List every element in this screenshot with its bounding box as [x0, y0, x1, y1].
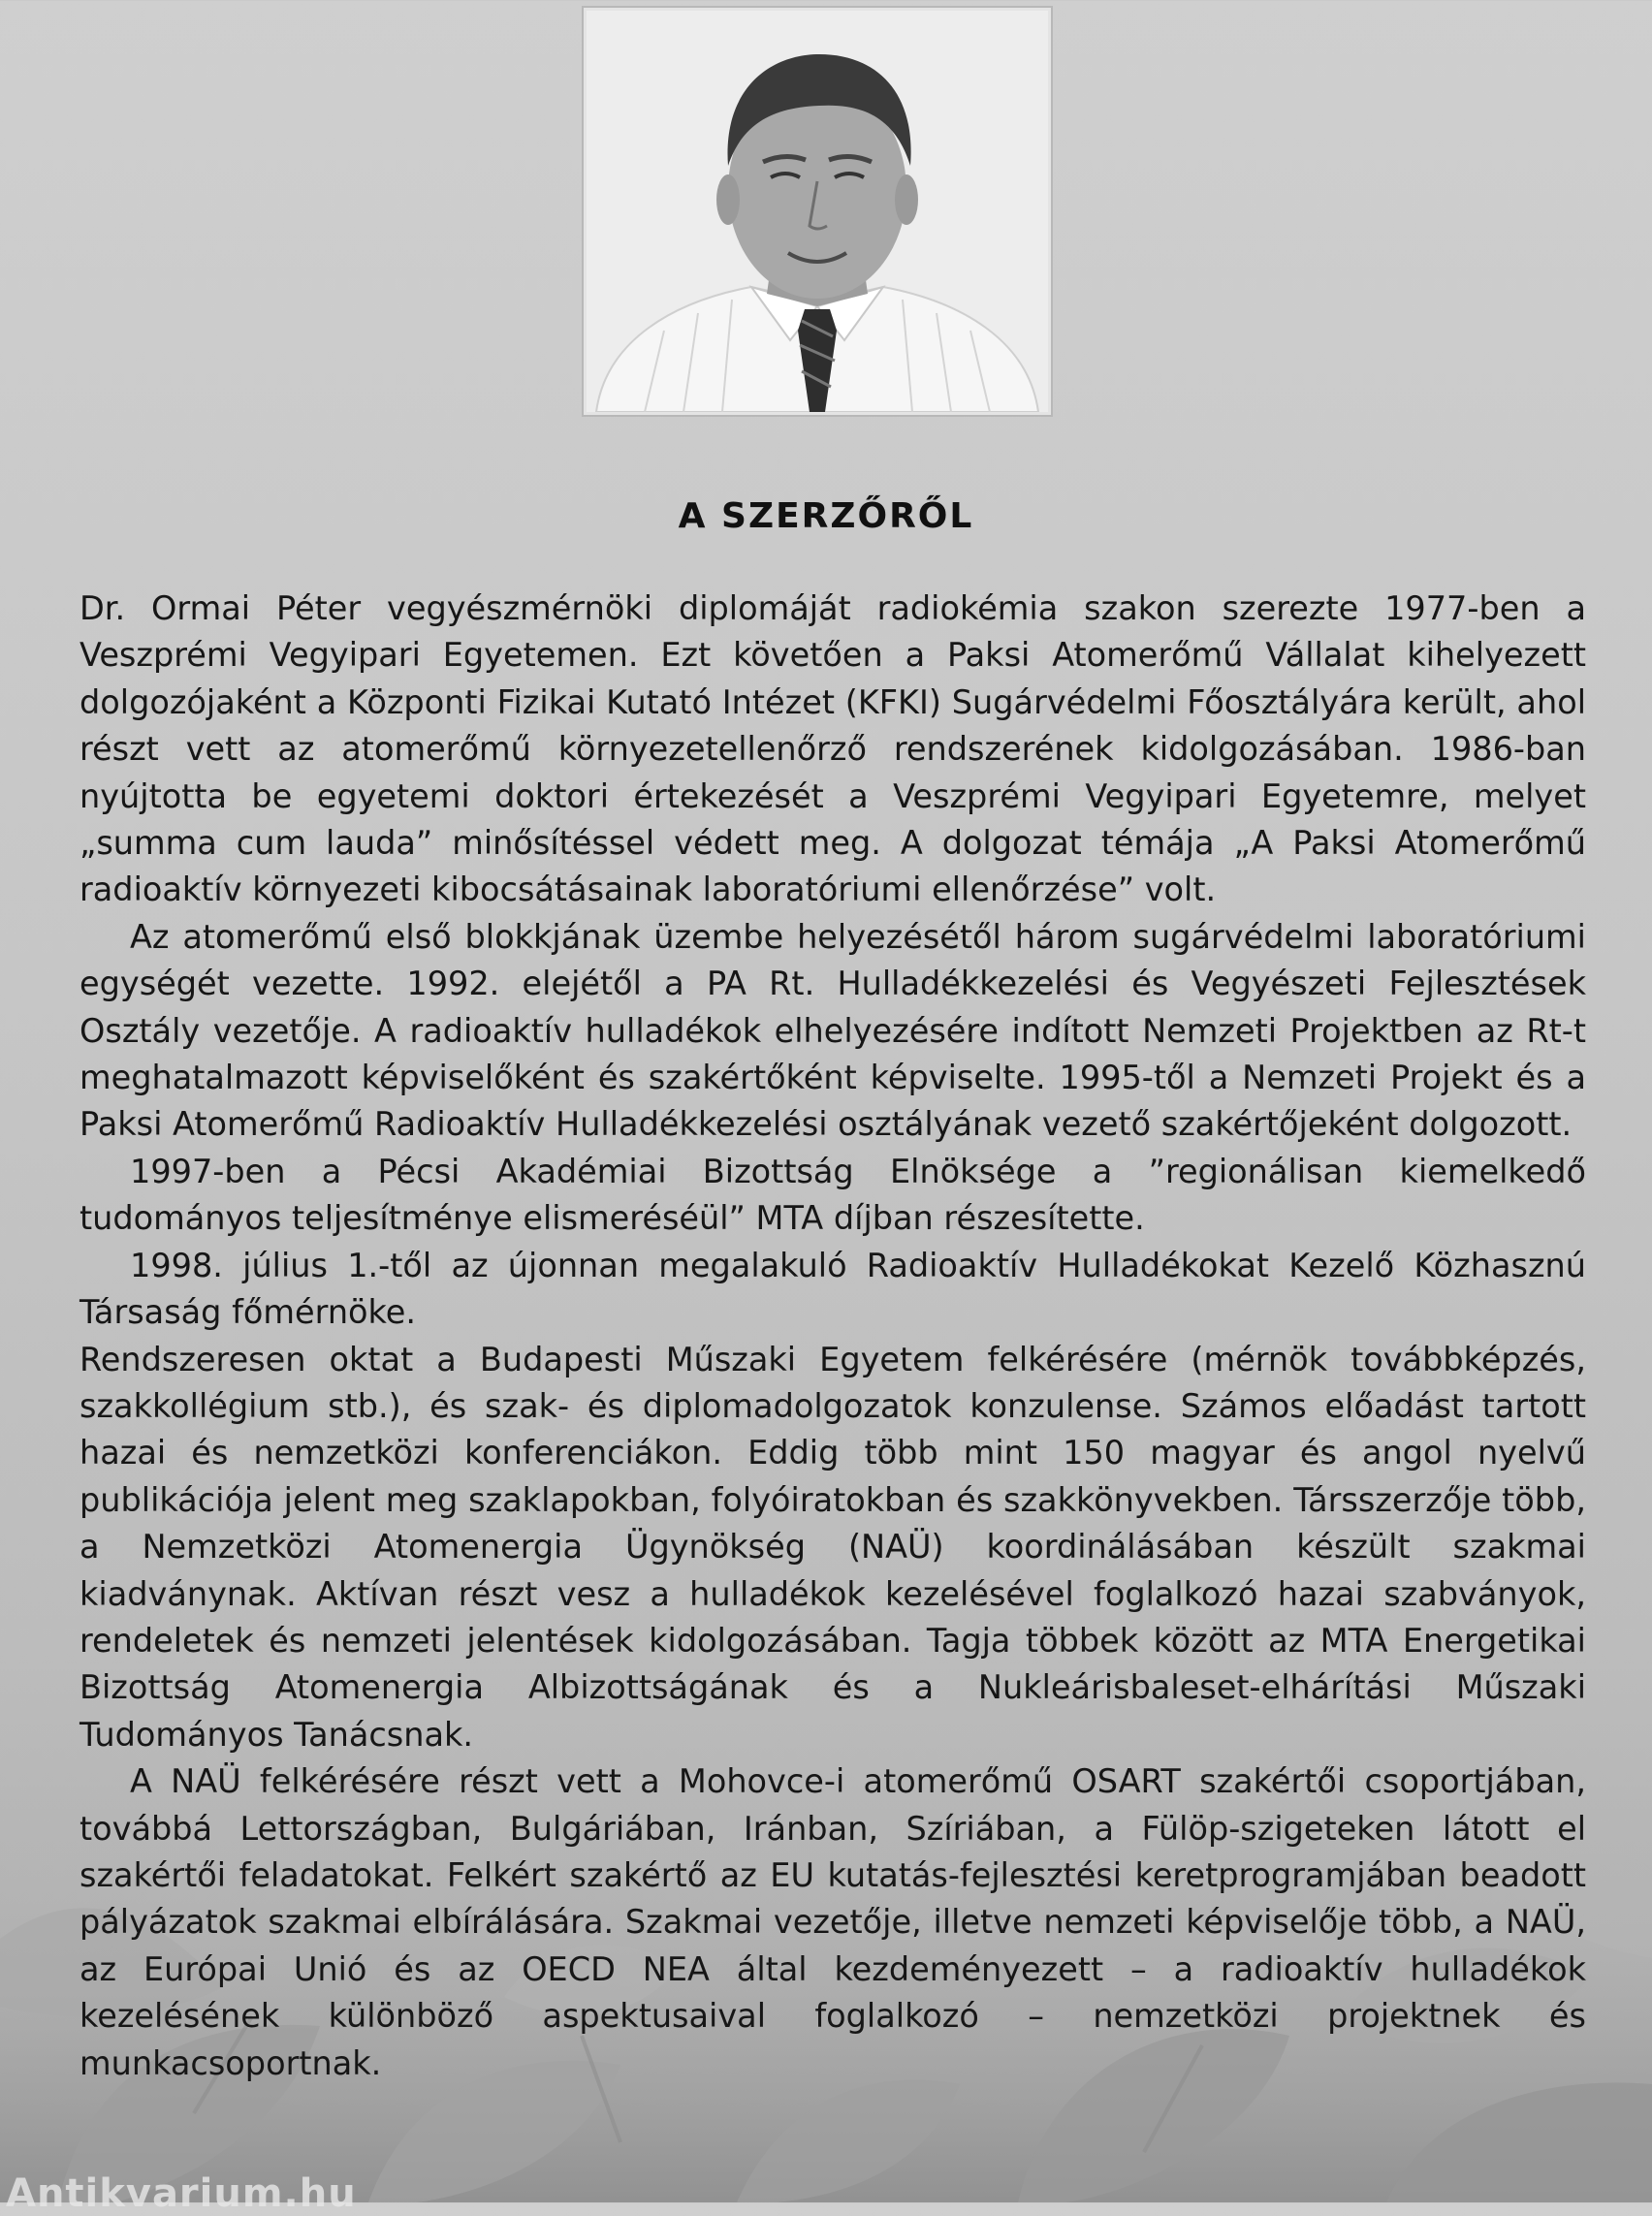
bio-paragraph-2: Az atomerőmű első blokkjának üzembe helyezésétől három sugárvédelmi laboratóriumi egységét vezette. 1992. elejétől a PA Rt. Hulladékkezelési és Vegyészeti Fejlesztések Osztály vezetője. A radioaktív hulladékok elhelyezésére indított Nemzeti Projektben az Rt-t meghatalmazott képviselőként és szakértőként képviselte. 1995-től a Nemzeti Projekt és a Paksi Atomerőmű Radioaktív Hulladékkezelési osztályának vezető szakértőjeként dolgozott.	[79, 917, 1586, 1144]
bio-paragraph-1: Dr. Ormai Péter vegyészmérnöki diplomáját radiokémia szakon szerezte 1977-ben a Veszprémi Vegyipari Egyetemen. Ezt követően a Paksi Atomerőmű Vállalat kihelyezett dolgozójaként a Központi Fizikai Kutató Intézet (KFKI) Sugárvédelmi Főosztályára került, ahol részt vett az atomerőmű környezetellenőrző rendszerének kidolgozásában. 1986-ban nyújtotta be egyetemi doktori értekezését a Veszprémi Vegyipari Egyetemre, melyet „summa cum lauda” minősítéssel védett meg. A dolgozat témája „A Paksi Atomerőmű radioaktív környezeti kibocsátásainak laboratóriumi ellenőrzése” volt.	[79, 589, 1586, 909]
author-portrait-image	[587, 11, 1048, 412]
bio-paragraph-4: 1998. július 1.-től az újonnan megalakuló Radioaktív Hulladékokat Kezelő Közhasznú Társaság főmérnöke.	[79, 1246, 1586, 1332]
watermark-text: Antikvarium.hu	[6, 2171, 357, 2216]
bio-paragraph-5: Rendszeresen oktat a Budapesti Műszaki Egyetem felkérésére (mérnök továbbképzés, szakkollégium stb.), és szak- és diplomadolgozatok konzulense. Számos előadást tartott hazai és nemzetközi konferenciákon. Eddig több mint 150 magyar és angol nyelvű publikációja jelent meg szaklapokban, folyóiratokban és szakkönyvekben. Társszerzője több, a Nemzetközi Atomenergia Ügynökség (NAÜ) koordinálásában készült szakmai kiadványnak. Aktívan részt vesz a hulladékok kezelésével foglalkozó hazai szabványok, rendeletek és nemzeti jelentések kidolgozásában. Tagja többek között az MTA Energetikai Bizottság Atomenergia Albizottságának és a Nukleárisbaleset-elhárítási Műszaki Tudományos Tanácsnak.	[79, 1340, 1586, 1754]
author-biography	[79, 586, 1586, 2087]
section-heading: A SZERZŐRŐL	[678, 496, 974, 536]
bio-paragraph-6: A NAÜ felkérésére részt vett a Mohovce-i atomerőmű OSART szakértői csoportjában, továbbá Lettországban, Bulgáriában, Iránban, Szíriában, a Fülöp-szigeteken látott el szakértői feladatokat. Felkért szakértő az EU kutatás-fejlesztési keretprogramjában beadott pályázatok szakmai elbírálására. Szakmai vezetője, illetve nemzeti képviselője több, a NAÜ, az Európai Unió és az OECD NEA által kezdeményezett – a radioaktív hulladékok kezelésének különböző aspektusaival foglalkozó – nemzetközi projektnek és munkacsoportnak.	[79, 1762, 1586, 2082]
bio-paragraph-3: 1997-ben a Pécsi Akadémiai Bizottság Elnöksége a ”regionálisan kiemelkedő tudományos teljesítménye elismeréséül” MTA díjban részesítette.	[79, 1152, 1586, 1238]
author-photo	[584, 8, 1051, 415]
